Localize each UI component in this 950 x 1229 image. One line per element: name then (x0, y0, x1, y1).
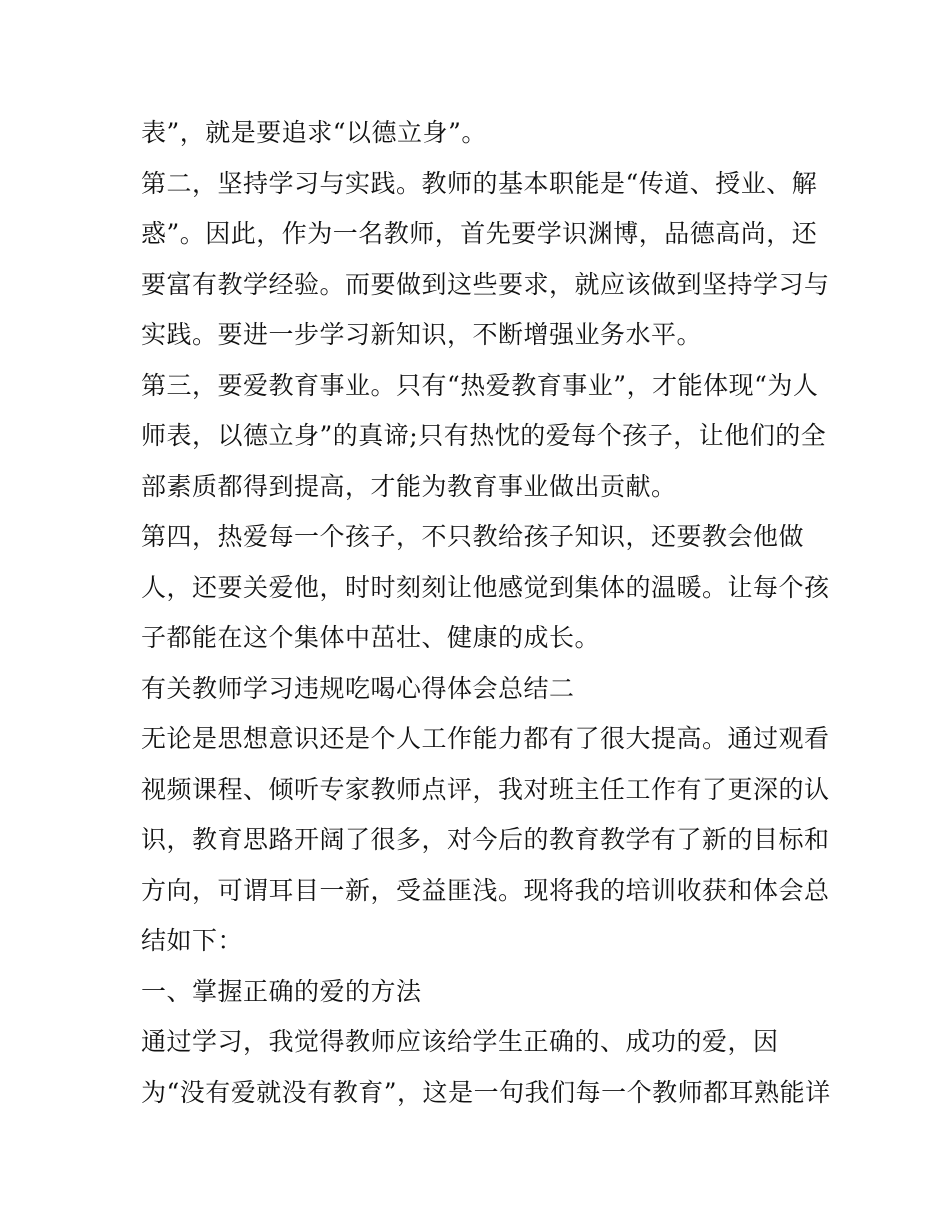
text-line: 视频课程、倾听专家教师点评，我对班主任工作有了更深的认 (141, 774, 830, 804)
text-line: 通过学习，我觉得教师应该给学生正确的、成功的爱，因 (141, 1027, 779, 1056)
subsection-heading: 一、掌握正确的爱的方法 (141, 976, 422, 1006)
text-line: 方向，可谓耳目一新，受益匪浅。现将我的培训收获和体会总 (141, 875, 830, 905)
body-text (141, 108, 831, 1118)
text-line: 惑”。因此，作为一名教师，首先要学识渊博，品德高尚，还 (141, 219, 818, 248)
text-line: 要富有教学经验。而要做到这些要求，就应该做到坚持学习与 (141, 269, 830, 299)
text-line: 无论是思想意识还是个人工作能力都有了很大提高。通过观看 (141, 724, 830, 753)
text-line: 部素质都得到提高，才能为教育事业做出贡献。 (141, 471, 677, 501)
text-line: 第三，要爱教育事业。只有“热爱教育事业”，才能体现“为人 (141, 370, 819, 400)
text-line: 人，还要关爱他，时时刻刻让他感觉到集体的温暖。让每个孩 (141, 572, 830, 602)
text-line: 师表，以德立身”的真谛;只有热忱的爱每个孩子，让他们的全 (141, 421, 827, 450)
text-line: 实践。要进一步学习新知识，不断增强业务水平。 (141, 320, 703, 349)
text-line: 第二，坚持学习与实践。教师的基本职能是“传道、授业、解 (141, 168, 818, 198)
section-heading: 有关教师学习违规吃喝心得体会总结二 (141, 673, 575, 703)
text-line: 子都能在这个集体中茁壮、健康的成长。 (141, 623, 601, 652)
text-line: 为“没有爱就没有教育”，这是一句我们每一个教师都耳熟能详 (141, 1077, 831, 1107)
text-line: 第四，热爱每一个孩子，不只教给孩子知识，还要教会他做 (141, 522, 805, 551)
text-line: 表”，就是要追求“以德立身”。 (141, 118, 487, 147)
text-line: 结如下： (141, 926, 244, 955)
text-line: 识，教育思路开阔了很多，对今后的教育教学有了新的目标和 (141, 825, 830, 854)
